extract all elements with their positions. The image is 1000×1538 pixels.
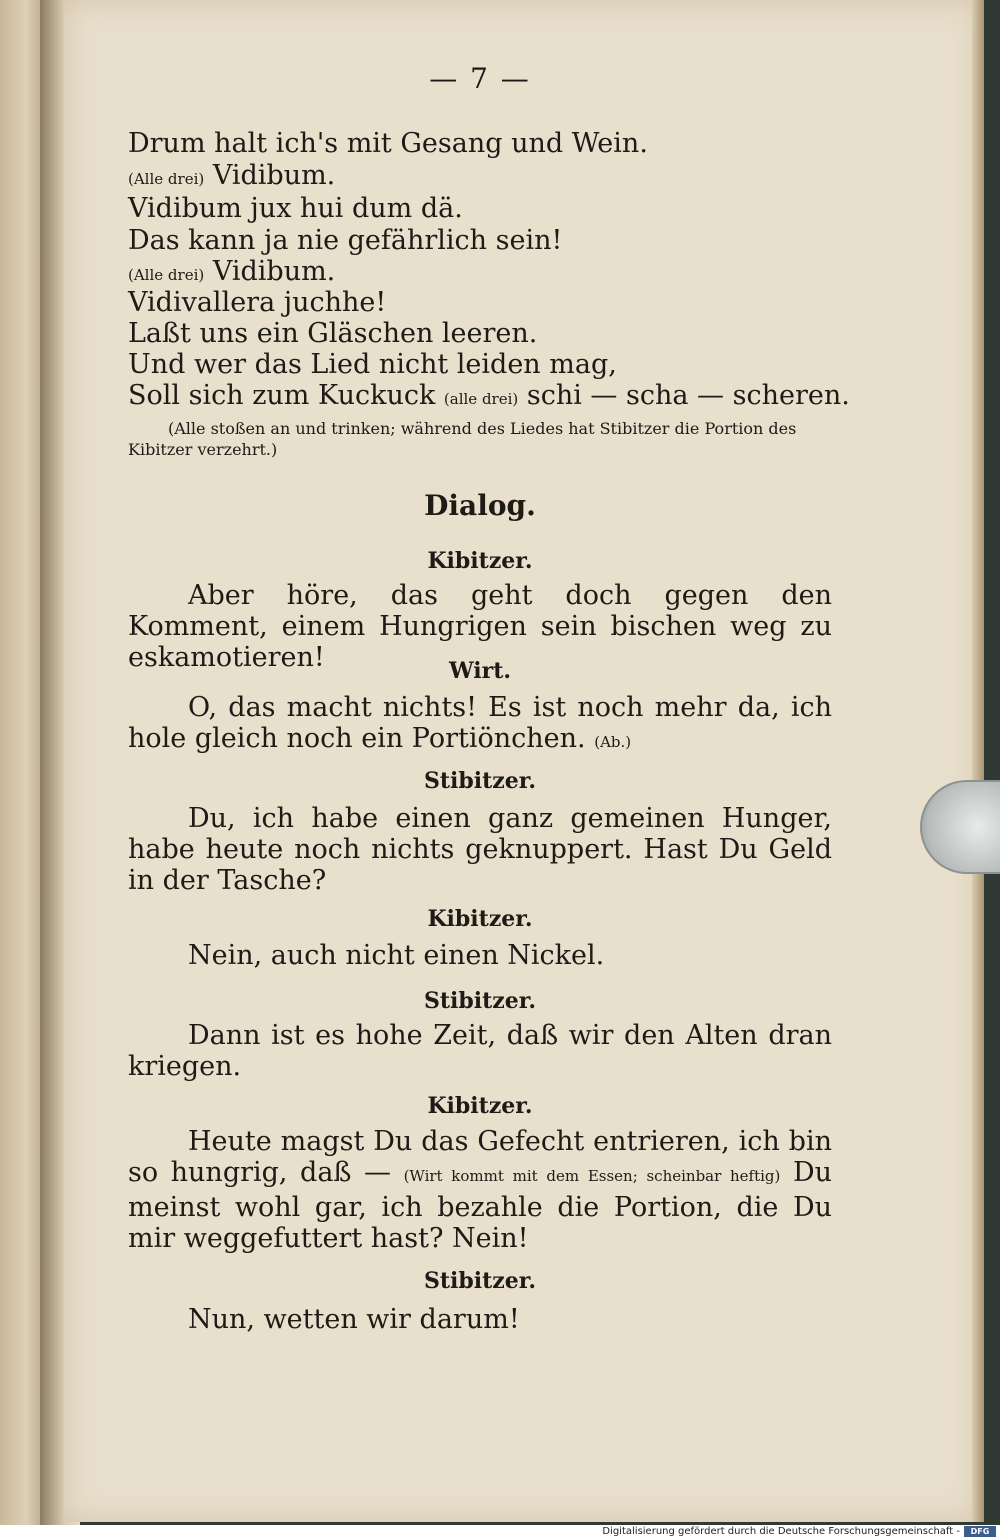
speaker-aside: (Alle drei) <box>128 266 205 284</box>
song-line: Soll sich zum Kuckuck (alle drei) schi — scha — scheren. <box>128 380 850 411</box>
speaker-name: Stibitzer. <box>423 1268 537 1294</box>
song-line: Das kann ja nie gefährlich sein! <box>128 225 563 256</box>
dialog-line: O, das macht nichts! Es ist noch mehr da, ich hole gleich noch ein Portiönchen. (Ab.) <box>128 692 832 754</box>
dialog-line: Aber höre, das geht doch gegen den Komment, einem Hungrigen sein bischen weg zu eskamotieren! <box>128 580 832 673</box>
dialog-line: Du, ich habe einen ganz gemeinen Hunger, habe heute noch nichts geknuppert. Hast Du Geld in der Tasche? <box>128 803 832 896</box>
speaker-name: Kibitzer. <box>427 548 533 574</box>
song-line: Drum halt ich's mit Gesang und Wein. <box>128 128 648 159</box>
speaker-aside: (Alle drei) <box>128 170 205 188</box>
song-line: (Alle drei) Vidibum. <box>128 160 336 191</box>
dialog-line: Dann ist es hohe Zeit, daß wir den Alten dran kriegen. <box>128 1020 832 1082</box>
stage-aside: (Wirt kommt mit dem Essen; scheinbar heftig) <box>403 1167 781 1185</box>
dialog-line: Nein, auch nicht einen Nickel. <box>188 940 605 971</box>
song-line: (Alle drei) Vidibum. <box>128 256 336 287</box>
dialog-title: Dialog. <box>424 489 536 522</box>
dfg-logo: DFG <box>964 1526 996 1537</box>
dialog-line: Nun, wetten wir darum! <box>188 1304 520 1335</box>
song-line: Vidivallera juchhe! <box>128 287 387 318</box>
song-line: Vidibum jux hui dum dä. <box>128 193 463 224</box>
stage-aside: (Ab.) <box>594 733 632 751</box>
footer-bar <box>0 1525 1000 1538</box>
speaker-name: Wirt. <box>448 658 512 684</box>
dialog-line: Heute magst Du das Gefecht entrieren, ich bin so hungrig, daß — (Wirt kommt mit dem Essen; scheinbar heftig) Du meinst wohl gar, ich bezahle die Portion, die Du mir weggefuttert hast? Nein! <box>128 1126 832 1254</box>
page-number: — 7 — <box>429 62 531 95</box>
speaker-name: Stibitzer. <box>423 988 537 1014</box>
stage-direction: (Alle stoßen an und trinken; während des Liedes hat Stibitzer die Portion des Kibitzer verzehrt.) <box>128 419 797 459</box>
speaker-name: Kibitzer. <box>427 906 533 932</box>
speaker-name: Stibitzer. <box>423 768 537 794</box>
page-right-edge <box>972 0 984 1522</box>
speaker-name: Kibitzer. <box>427 1093 533 1119</box>
funding-credit: Digitalisierung gefördert durch die Deutsche Forschungsgemeinschaft - <box>602 1526 960 1537</box>
speaker-aside: (alle drei) <box>443 390 519 408</box>
song-line: Und wer das Lied nicht leiden mag, <box>128 349 617 380</box>
song-line: Laßt uns ein Gläschen leeren. <box>128 318 538 349</box>
